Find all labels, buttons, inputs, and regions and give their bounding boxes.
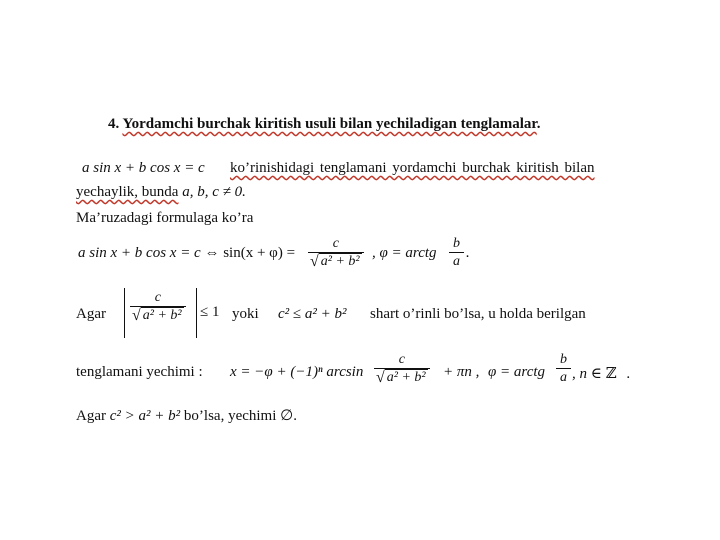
agar-label: Agar (76, 306, 106, 322)
equivalence-symbol: ⇔ (204, 245, 220, 261)
intro-equation: a sin x + b cos x = c (82, 160, 205, 176)
intro-condition: a, b, c ≠ 0. (182, 184, 246, 200)
solution-arctg-denominator: a (560, 370, 567, 385)
formula-fraction-denominator: √ a² + b² (310, 253, 360, 270)
agar-fraction-denominator: √ a² + b² (132, 307, 182, 324)
arctg-denominator: a (453, 254, 460, 269)
formula-fraction-numerator: c (332, 236, 339, 251)
abs-bar-right (196, 288, 197, 338)
solution-fraction-numerator: c (398, 352, 405, 367)
intro-text-bunda: yechaylik, bunda (76, 184, 179, 200)
solution-phi: φ = arctg (488, 364, 546, 380)
formula-after: , φ = arctg (372, 245, 437, 261)
agar-condition: c² ≤ a² + b² (278, 306, 347, 322)
agar2-line (76, 406, 297, 425)
formula-lhs-text: a sin x + b cos x = c (78, 245, 201, 261)
agar2-condition: c² > a² + b² (109, 408, 181, 424)
formula-lhs (78, 245, 295, 262)
agar2-text: bo’lsa, yechimi (183, 408, 277, 424)
intro-text-line2 (76, 184, 246, 201)
agar-fraction-numerator: c (154, 290, 161, 305)
formula-sin-part: sin(x + φ) = (223, 245, 296, 261)
solution-fraction-denominator: √ a² + b² (376, 369, 426, 386)
abs-bar-left (124, 288, 125, 338)
section-number: 4. (108, 116, 120, 132)
agar-fraction (130, 290, 186, 325)
agar-sqrt-content: a² + b² (142, 308, 182, 323)
solution-n-in: , n ∈ (572, 366, 602, 382)
agar2-label: Agar (76, 408, 106, 424)
intro-text-line1: ko’rinishidagi tenglamani yordamchi burchak kiritish bilan (230, 160, 595, 176)
agar-rest: shart o’rinli bo’lsa, u holda berilgan (370, 306, 586, 322)
solution-sqrt-content: a² + b² (386, 370, 426, 385)
section-title-text: Yordamchi burchak kiritish usuli bilan yechiladigan tenglamalar (122, 116, 537, 132)
solution-end: . (626, 366, 631, 382)
formula-arctg-fraction (449, 236, 464, 271)
solution-label: tenglamani yechimi : (76, 364, 203, 380)
solution-expr2: + πn , (443, 364, 480, 380)
section-title (108, 116, 540, 133)
formula-sqrt-content: a² + b² (320, 254, 360, 269)
maruza-line: Ma’ruzadagi formulaga ko’ra (76, 210, 254, 226)
solution-expr1: x = −φ + (−1)ⁿ arcsin (230, 364, 364, 380)
solution-fraction (374, 352, 430, 387)
formula-fraction (308, 236, 364, 271)
arctg-numerator: b (453, 236, 460, 251)
title-period: . (536, 116, 541, 132)
formula-end: . (466, 245, 470, 261)
empty-set-symbol: ∅. (280, 408, 297, 424)
solution-arctg-numerator: b (560, 352, 567, 367)
solution-tail (572, 364, 630, 383)
integers-symbol: ℤ (605, 366, 617, 382)
agar-le-one: ≤ 1 (200, 304, 220, 320)
yoki-label: yoki (232, 306, 259, 322)
solution-arctg-fraction (556, 352, 571, 387)
